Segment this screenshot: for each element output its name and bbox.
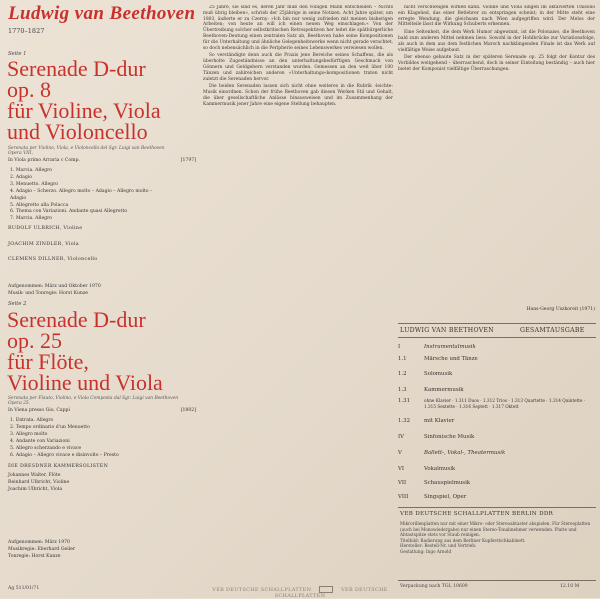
movement-item: 4. Andante con Variazioni bbox=[10, 438, 70, 444]
side-1-performers bbox=[8, 225, 97, 264]
side-1-subtitle bbox=[8, 146, 198, 157]
composer-name: Ludwig van Beethoven bbox=[8, 3, 196, 24]
recording-line: Aufgenommen: März und Oktober 1970 bbox=[8, 284, 101, 289]
subtitle-line: Opera VIII. bbox=[8, 151, 33, 157]
movement-item: 1. Entrata. Allegro bbox=[10, 418, 54, 423]
edition-row-number: 1.31 bbox=[398, 398, 411, 404]
essay-paragraph: Eine Seltenheit, die dem Werk Humor abgewinnt, ist die Polonaise, die Beethoven bald zum anderen Mittel nehmen liess. Sowohl in der Hohlbrücke zur Variationsfolge, als auch in dem aus dem festlichen Marsch nachklingenden Finale ist das Werk auf vielfältige Weise aufgebaut. bbox=[398, 30, 595, 53]
publisher-year: [1802] bbox=[180, 408, 196, 413]
movement-item: 6. Adagio – Allegro vivace e disinvolto – Presto bbox=[10, 452, 119, 458]
edition-row-label: Märsche und Tänze bbox=[424, 356, 478, 362]
essay-column-1 bbox=[203, 5, 393, 575]
bottom-strip-text: VEB DEUTSCHE SCHALLPLATTEN bbox=[274, 587, 388, 599]
movement-item: 5. Allegro scherzando e vivace bbox=[10, 445, 82, 451]
edition-row-label: Vokalmusik bbox=[424, 466, 456, 472]
movement-item: 1. Marcia. Allegro bbox=[10, 168, 53, 173]
edition-row-number: 1.1 bbox=[398, 356, 407, 362]
label-notes bbox=[400, 521, 595, 555]
packaging-note: Verpackung nach TGL 10609 bbox=[400, 584, 468, 589]
essay-paragraph: So verständigte denn auch die Praxis jene Bereiche seines Schaffens, die als überholte Zugeständnisse an den unterhaltungsbedürftigen Geschmack von Gönnern und Geldgebern verstanden wurden. Gemessen an den weit über 100 Tänzen und zahlreichen anderen »Unterhaltungs«kompositionen traten nicht zuletzt die Serenaden hervor. bbox=[203, 53, 393, 82]
divider bbox=[398, 337, 596, 338]
movement-item: 2. Tempo ordinario d'un Menuetto bbox=[10, 424, 90, 430]
side-1-movements bbox=[10, 168, 198, 223]
side-1-recording-info bbox=[8, 284, 101, 298]
side-2-label: Seite 2 bbox=[8, 301, 27, 307]
edition-row-label: Sinfonische Musik bbox=[424, 434, 475, 440]
edition-row-number: VIII bbox=[398, 494, 409, 500]
performer: Joachim Ulbricht, Viola bbox=[8, 486, 63, 492]
side-2-title-line: op. 25 bbox=[7, 328, 62, 353]
catalog-number: Ag 511/01/71 bbox=[8, 586, 40, 591]
movement-item: 3. Allegro molto bbox=[10, 431, 48, 437]
side-1-publisher bbox=[8, 158, 196, 165]
bottom-strip bbox=[205, 586, 395, 599]
movement-item: 2. Adagio bbox=[10, 174, 33, 180]
composer-dates: 1770–1827 bbox=[8, 27, 45, 35]
performer: JOACHIM ZINDLER, Viola bbox=[8, 241, 79, 247]
recording-line: Musikregie: Eberhard Geiler bbox=[8, 546, 76, 552]
edition-row-label: Solomusik bbox=[424, 371, 453, 377]
essay-paragraph: nicht verschweigen wirken kann. Violine und Viola singen im oktavierten Unisono ein Klagelied, das einer Betlehrer zu entspringen scheint; in der Mitte steht eine erregte Wendung, die gleichsam nach Wien aufgegriffen wird. Der Melos der Mittelteile lässt die Wirkung Schuberts erkennen. bbox=[398, 5, 595, 28]
recording-line: Tonregie: Horst Kunze bbox=[8, 553, 61, 559]
side-1-title bbox=[7, 58, 161, 142]
essay-paragraph: 25 Jahre, sie sind es, deren Jahr muß den völligen Mann entscheiden – Nichts muß übrig bleiben«, schrieb der 25jährige in seine Notizen. Acht Jahre später, um 1803, äußerte er zu Czerny: »Ich bin nur wenig zufrieden mit meinen bisherigen Arbeiten; von heute an will ich einen neuen Weg einschlagen.« Von der Übertreibung solcher selbstkritischen Retrospektiven her leitet die spätbürgerliche Beethoven-Deutung einen zentralen Satz ab, Beethoven habe seine Kompositionen für die Unterhaltung und ähnliche Gelegenheitswerke wenn nicht gerade verachtet, so doch nebensächlich in die Peripherie seines Lebenswerkes verwiesen wollen. bbox=[203, 5, 393, 51]
publisher-line: In Viena presso Gio. Cappi bbox=[8, 408, 70, 413]
edition-row-label: Singspiel, Oper bbox=[424, 494, 467, 500]
side-1-title-line: und Violoncello bbox=[7, 119, 148, 144]
recording-line: Aufgenommen: März 1970 bbox=[8, 540, 70, 545]
side-2-subtitle bbox=[8, 396, 198, 407]
edition-row-label: Instrumentalmusik bbox=[424, 344, 476, 350]
edition-row-number: 1.3 bbox=[398, 387, 407, 393]
essay-column-2 bbox=[398, 5, 595, 305]
edition-composer: LUDWIG VAN BEETHOVEN bbox=[400, 327, 495, 334]
divider bbox=[398, 507, 596, 508]
edition-row-label: Schauspielmusik bbox=[424, 480, 471, 486]
side-1-title-line: Serenade D-dur bbox=[7, 56, 146, 81]
side-2-title bbox=[7, 309, 163, 393]
price: 12.10 M bbox=[560, 584, 580, 589]
bottom-strip-text: VEB DEUTSCHE SCHALLPLATTEN bbox=[212, 587, 312, 593]
label-note: Hersteller: Bestell-Nr. und Vertrieb: bbox=[400, 543, 477, 549]
side-2-recording-info bbox=[8, 540, 75, 561]
edition-row-number: 1.32 bbox=[398, 418, 411, 424]
edition-title: GESAMTAUSGABE bbox=[520, 327, 585, 334]
publisher-line: In Viola primo Arraria c Comp. bbox=[8, 158, 80, 163]
edition-row-number: VI bbox=[398, 466, 405, 472]
edition-row-number: V bbox=[398, 450, 402, 456]
edition-row-number: IV bbox=[398, 434, 405, 440]
subtitle-line: Opera 25. bbox=[8, 401, 31, 407]
edition-row-number: VII bbox=[398, 480, 407, 486]
side-1-title-line: op. 8 bbox=[7, 77, 51, 102]
side-2-title-line: Violine und Viola bbox=[7, 370, 163, 395]
essay-paragraph: Der ebenso gebaute Satz in der späteren Serenade op. 25 folgt der Kontur des Vorbildes weitgehend – überraschend, doch in seiner Einteilung beständig – auch hier bietet der Komponist vielfältige Überraschungen. bbox=[398, 55, 595, 72]
side-2-movements bbox=[10, 418, 198, 459]
edition-row bbox=[398, 398, 596, 414]
edition-row-label: Ballett-, Vokal-, Theatermusik bbox=[424, 450, 506, 456]
performer: CLEMENS DILLNER, Violoncello bbox=[8, 257, 98, 263]
movement-item: 6. Thema con Variazioni. Andante quasi Allegretto bbox=[10, 209, 128, 215]
subtitle-line: Serenata per Violino, Viola, e Violoncello del Sgr. Luigi van Beethoven bbox=[8, 146, 165, 151]
side-2-title-line: für Flöte, bbox=[7, 349, 89, 374]
movement-item: Adagio bbox=[10, 195, 27, 201]
divider bbox=[398, 580, 596, 581]
side-1-label: Seite 1 bbox=[8, 51, 27, 57]
side-2-publisher bbox=[8, 408, 196, 415]
movement-item: 7. Marcia. Allegro bbox=[10, 216, 53, 222]
side-2-ensemble: DIE DRESDNER KAMMERSOLISTEN bbox=[8, 464, 109, 469]
edition-row-label: ohne Klavier · 1.311 Duos · 1.312 Trios · 1.313 Quartette · 1.314 Quintette · 1.315 Sextette · 1.316 Septett · 1.317 Oktett bbox=[424, 398, 586, 409]
label-note: Mikrorillenplatten nur mit einer Mikro- oder Stereoabtaster abspielen. Für Stereoplatten (auch bei Monowiedergabe) nur einen Stereo-Tonabnehmer verwenden. Platte und Abtastspitze stets vor Staub reinigen. bbox=[400, 521, 591, 538]
edition-row-label: mit Klavier bbox=[424, 418, 455, 424]
label-logo-icon bbox=[319, 586, 333, 593]
performer: RUDOLF ULBRICH, Violine bbox=[8, 226, 83, 231]
side-2-title-line: Serenade D-dur bbox=[7, 307, 146, 332]
side-1-title-line: für Violine, Viola bbox=[7, 98, 161, 123]
label-note: Titelbild: Radierung aus dem Berliner Kupferstichkabinett. bbox=[400, 537, 526, 543]
edition-row-label: Kammermusik bbox=[424, 387, 464, 393]
edition-row-number: I bbox=[398, 344, 401, 350]
essay-paragraph: Die beiden Serenaden lassen sich nicht ohne weiteres in die Rubrik ›leichte‹ Musik einordnen. Schon der frühe Beethoven gab diesen Werken Stil und Gehalt, die über gesellschaftliche Anlässe hinausweisen und im Zusammenhang der Kammermusik jener Jahre eine eigene Stellung behaupten. bbox=[203, 84, 393, 107]
divider bbox=[398, 323, 596, 324]
label-company: VEB DEUTSCHE SCHALLPLATTEN BERLIN DDR bbox=[400, 511, 554, 517]
performer: Johannes Walter, Flöte bbox=[8, 473, 61, 478]
movement-item: 3. Menuetto. Allegro bbox=[10, 181, 59, 187]
movement-item: 4. Adagio – Scherzo. Allegro molto – Adagio – Allegro molto – bbox=[10, 188, 153, 194]
subtitle-line: Serenata per Flauto, Violino, e Viola Composta dal Sgr. Luigi van Beethoven bbox=[8, 396, 179, 401]
publisher-year: [1797] bbox=[180, 158, 196, 163]
essay-signature: Hans-Georg Uszkoreit (1971) bbox=[526, 307, 595, 312]
side-2-performers bbox=[8, 473, 69, 494]
movement-item: 5. Allegretto alla Polacca bbox=[10, 202, 69, 208]
performer: Reinhard Ulbricht, Violine bbox=[8, 479, 70, 485]
edition-row-number: 1.2 bbox=[398, 371, 407, 377]
recording-line: Musik- und Tonregie: Horst Kunze bbox=[8, 290, 89, 296]
label-note: Gestaltung: Ingo Arnold bbox=[400, 548, 452, 554]
